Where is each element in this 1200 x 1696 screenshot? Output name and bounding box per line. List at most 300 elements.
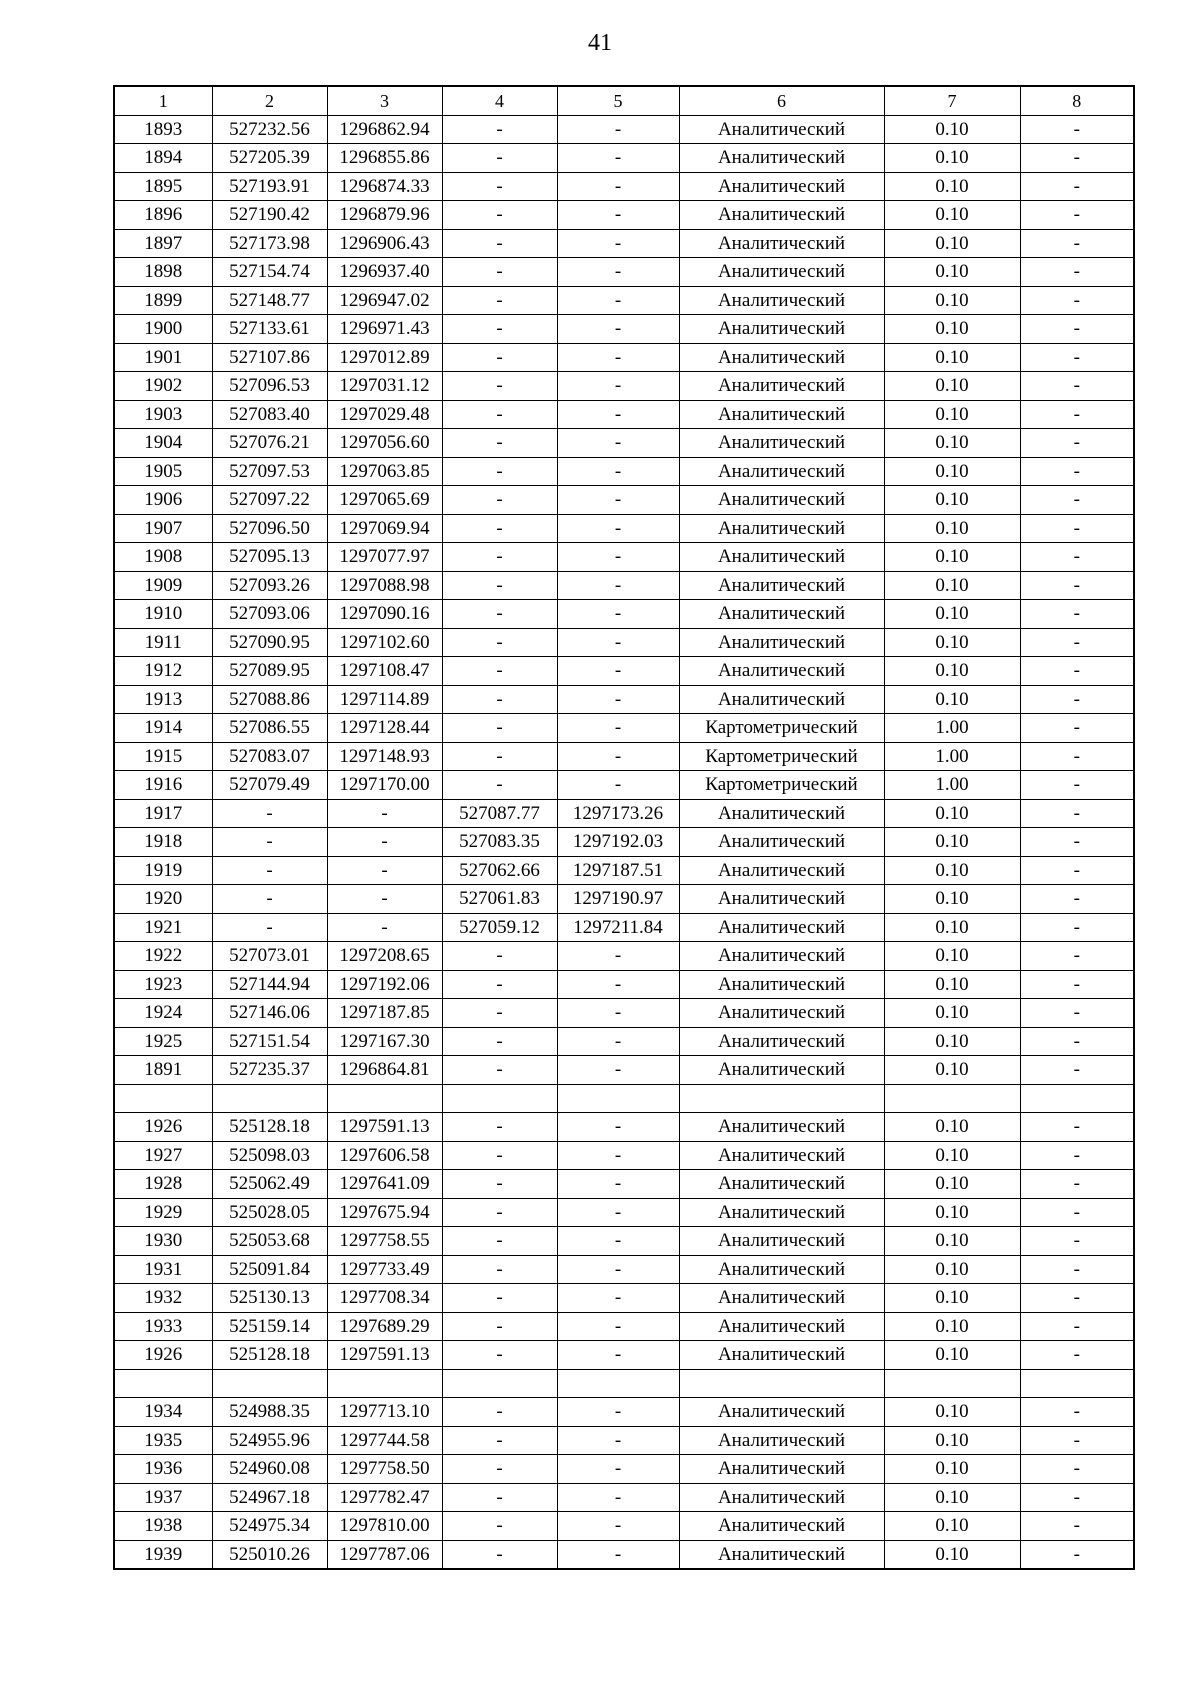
cell-y-new: - xyxy=(557,1284,679,1313)
cell-accuracy: 0.10 xyxy=(884,1198,1020,1227)
cell-point-number: 1932 xyxy=(114,1284,212,1313)
cell-y-coordinate: 1297090.16 xyxy=(327,600,442,629)
cell-x-coordinate: 525130.13 xyxy=(212,1284,327,1313)
cell-note: - xyxy=(1020,1056,1134,1085)
cell-accuracy: 0.10 xyxy=(884,1312,1020,1341)
cell-note: - xyxy=(1020,1483,1134,1512)
cell-method: Аналитический xyxy=(679,1027,884,1056)
cell-x-coordinate: 527133.61 xyxy=(212,315,327,344)
cell-y-coordinate: 1297029.48 xyxy=(327,400,442,429)
cell-point-number: 1895 xyxy=(114,172,212,201)
cell-point-number: 1919 xyxy=(114,856,212,885)
cell-point-number: 1911 xyxy=(114,628,212,657)
cell-x-new: - xyxy=(442,1284,557,1313)
cell-method: Аналитический xyxy=(679,1455,884,1484)
table-row xyxy=(114,657,1134,686)
cell-accuracy: 0.10 xyxy=(884,1426,1020,1455)
cell-note: - xyxy=(1020,657,1134,686)
cell-point-number: 1925 xyxy=(114,1027,212,1056)
cell-method: Картометрический xyxy=(679,771,884,800)
cell-y-new: - xyxy=(557,486,679,515)
cell-y-new: 1297173.26 xyxy=(557,799,679,828)
cell-y-new: - xyxy=(557,429,679,458)
cell-x-new: - xyxy=(442,457,557,486)
cell-method: Аналитический xyxy=(679,999,884,1028)
cell-note: - xyxy=(1020,429,1134,458)
cell-accuracy: 0.10 xyxy=(884,1113,1020,1142)
cell-x-coordinate: 524988.35 xyxy=(212,1398,327,1427)
cell-note: - xyxy=(1020,115,1134,144)
cell-accuracy: 0.10 xyxy=(884,1056,1020,1085)
cell-y-coordinate: 1297063.85 xyxy=(327,457,442,486)
cell-accuracy: 0.10 xyxy=(884,315,1020,344)
cell-point-number: 1909 xyxy=(114,571,212,600)
cell-x-new: - xyxy=(442,1341,557,1370)
cell-note: - xyxy=(1020,400,1134,429)
cell-y-new: 1297211.84 xyxy=(557,913,679,942)
table-row xyxy=(114,685,1134,714)
cell-method: Аналитический xyxy=(679,799,884,828)
cell-note: - xyxy=(1020,1540,1134,1569)
cell-x-new: - xyxy=(442,685,557,714)
coordinates-table xyxy=(113,85,1135,1570)
cell-point-number: 1930 xyxy=(114,1227,212,1256)
cell-accuracy: 0.10 xyxy=(884,999,1020,1028)
cell-x-new: 527062.66 xyxy=(442,856,557,885)
cell-accuracy: 0.10 xyxy=(884,258,1020,287)
table-row xyxy=(114,144,1134,173)
cell-point-number: 1922 xyxy=(114,942,212,971)
cell-x-new: - xyxy=(442,229,557,258)
cell-point-number: 1899 xyxy=(114,286,212,315)
cell-y-new: - xyxy=(557,970,679,999)
cell-y-coordinate: 1297758.55 xyxy=(327,1227,442,1256)
cell-y-new: - xyxy=(557,1056,679,1085)
cell-x-new: - xyxy=(442,600,557,629)
cell-method: Аналитический xyxy=(679,685,884,714)
cell-y-coordinate: 1297758.50 xyxy=(327,1455,442,1484)
table-row xyxy=(114,942,1134,971)
cell-point-number: 1938 xyxy=(114,1512,212,1541)
cell-accuracy: 0.10 xyxy=(884,229,1020,258)
cell-note: - xyxy=(1020,1227,1134,1256)
cell-method: Аналитический xyxy=(679,628,884,657)
cell-accuracy xyxy=(884,1084,1020,1113)
cell-x-coordinate: 527096.53 xyxy=(212,372,327,401)
header-cell-4: 4 xyxy=(442,86,557,115)
cell-y-coordinate: 1297187.85 xyxy=(327,999,442,1028)
cell-accuracy: 0.10 xyxy=(884,343,1020,372)
cell-point-number: 1917 xyxy=(114,799,212,828)
table-row xyxy=(114,1084,1134,1113)
cell-y-new: - xyxy=(557,201,679,230)
cell-x-new: - xyxy=(442,429,557,458)
cell-y-coordinate: 1297077.97 xyxy=(327,543,442,572)
cell-accuracy: 0.10 xyxy=(884,486,1020,515)
cell-x-new: - xyxy=(442,315,557,344)
cell-y-coordinate: 1297744.58 xyxy=(327,1426,442,1455)
cell-note: - xyxy=(1020,942,1134,971)
cell-point-number: 1920 xyxy=(114,885,212,914)
cell-y-new: - xyxy=(557,400,679,429)
table-row xyxy=(114,229,1134,258)
cell-y-coordinate: 1296906.43 xyxy=(327,229,442,258)
cell-x-coordinate xyxy=(212,1369,327,1398)
cell-method: Аналитический xyxy=(679,1540,884,1569)
cell-accuracy: 0.10 xyxy=(884,913,1020,942)
table-row xyxy=(114,172,1134,201)
table-row xyxy=(114,1369,1134,1398)
cell-method: Аналитический xyxy=(679,315,884,344)
cell-method xyxy=(679,1369,884,1398)
cell-y-new: - xyxy=(557,1198,679,1227)
cell-note: - xyxy=(1020,1312,1134,1341)
cell-x-new: - xyxy=(442,486,557,515)
cell-point-number: 1912 xyxy=(114,657,212,686)
cell-note: - xyxy=(1020,286,1134,315)
cell-note: - xyxy=(1020,457,1134,486)
cell-note: - xyxy=(1020,999,1134,1028)
cell-point-number: 1894 xyxy=(114,144,212,173)
cell-x-new: - xyxy=(442,1170,557,1199)
cell-x-new: - xyxy=(442,1198,557,1227)
cell-note: - xyxy=(1020,1512,1134,1541)
cell-note: - xyxy=(1020,771,1134,800)
cell-y-new: - xyxy=(557,1170,679,1199)
cell-y-new: - xyxy=(557,657,679,686)
cell-y-coordinate: 1297733.49 xyxy=(327,1255,442,1284)
cell-x-coordinate: - xyxy=(212,856,327,885)
cell-method: Аналитический xyxy=(679,913,884,942)
table-row xyxy=(114,457,1134,486)
table-row xyxy=(114,1056,1134,1085)
cell-x-coordinate: 525091.84 xyxy=(212,1255,327,1284)
cell-y-new: - xyxy=(557,543,679,572)
cell-x-coordinate: 525128.18 xyxy=(212,1341,327,1370)
cell-x-coordinate: 524967.18 xyxy=(212,1483,327,1512)
cell-accuracy: 0.10 xyxy=(884,600,1020,629)
cell-point-number: 1926 xyxy=(114,1113,212,1142)
header-cell-8: 8 xyxy=(1020,86,1134,115)
cell-method: Аналитический xyxy=(679,856,884,885)
cell-accuracy xyxy=(884,1369,1020,1398)
header-cell-1: 1 xyxy=(114,86,212,115)
cell-y-coordinate: 1297056.60 xyxy=(327,429,442,458)
table-row xyxy=(114,258,1134,287)
cell-y-new: - xyxy=(557,258,679,287)
cell-y-coordinate: 1297641.09 xyxy=(327,1170,442,1199)
cell-accuracy: 0.10 xyxy=(884,400,1020,429)
table-row xyxy=(114,1141,1134,1170)
cell-x-new: - xyxy=(442,742,557,771)
cell-y-coordinate: 1296937.40 xyxy=(327,258,442,287)
cell-x-coordinate: 527093.06 xyxy=(212,600,327,629)
cell-y-new: - xyxy=(557,229,679,258)
cell-x-coordinate: 525028.05 xyxy=(212,1198,327,1227)
cell-x-coordinate: 525010.26 xyxy=(212,1540,327,1569)
cell-note: - xyxy=(1020,486,1134,515)
cell-x-coordinate: 527088.86 xyxy=(212,685,327,714)
cell-note: - xyxy=(1020,201,1134,230)
table-row xyxy=(114,885,1134,914)
cell-point-number: 1927 xyxy=(114,1141,212,1170)
cell-point-number: 1910 xyxy=(114,600,212,629)
cell-x-new: - xyxy=(442,1455,557,1484)
cell-note: - xyxy=(1020,1455,1134,1484)
cell-method: Аналитический xyxy=(679,429,884,458)
cell-accuracy: 0.10 xyxy=(884,144,1020,173)
cell-x-new: - xyxy=(442,1398,557,1427)
cell-y-coordinate: 1297787.06 xyxy=(327,1540,442,1569)
cell-method: Аналитический xyxy=(679,885,884,914)
cell-point-number: 1900 xyxy=(114,315,212,344)
table-row xyxy=(114,1255,1134,1284)
cell-x-new: - xyxy=(442,771,557,800)
cell-x-new: - xyxy=(442,1512,557,1541)
cell-x-new: - xyxy=(442,942,557,971)
cell-method: Картометрический xyxy=(679,714,884,743)
cell-accuracy: 0.10 xyxy=(884,1141,1020,1170)
cell-y-coordinate: 1297128.44 xyxy=(327,714,442,743)
cell-y-coordinate: 1296947.02 xyxy=(327,286,442,315)
cell-accuracy: 0.10 xyxy=(884,628,1020,657)
cell-point-number: 1924 xyxy=(114,999,212,1028)
cell-point-number: 1905 xyxy=(114,457,212,486)
table-row xyxy=(114,1312,1134,1341)
table-row xyxy=(114,999,1134,1028)
cell-accuracy: 0.10 xyxy=(884,799,1020,828)
cell-x-coordinate: 527148.77 xyxy=(212,286,327,315)
cell-y-new: - xyxy=(557,1227,679,1256)
cell-y-new: - xyxy=(557,685,679,714)
cell-y-new xyxy=(557,1084,679,1113)
cell-method: Аналитический xyxy=(679,1141,884,1170)
cell-accuracy: 1.00 xyxy=(884,742,1020,771)
table-row xyxy=(114,1540,1134,1569)
cell-method: Аналитический xyxy=(679,457,884,486)
cell-y-coordinate xyxy=(327,1369,442,1398)
cell-y-new: - xyxy=(557,514,679,543)
cell-x-coordinate: 527146.06 xyxy=(212,999,327,1028)
cell-note: - xyxy=(1020,258,1134,287)
cell-accuracy: 0.10 xyxy=(884,1341,1020,1370)
cell-y-coordinate: 1297012.89 xyxy=(327,343,442,372)
cell-note: - xyxy=(1020,714,1134,743)
table-row xyxy=(114,571,1134,600)
cell-note: - xyxy=(1020,856,1134,885)
cell-x-new xyxy=(442,1369,557,1398)
cell-x-coordinate: 527083.07 xyxy=(212,742,327,771)
cell-point-number: 1921 xyxy=(114,913,212,942)
cell-y-coordinate: 1297114.89 xyxy=(327,685,442,714)
cell-y-new: - xyxy=(557,1027,679,1056)
cell-note: - xyxy=(1020,543,1134,572)
cell-accuracy: 0.10 xyxy=(884,885,1020,914)
table-row xyxy=(114,714,1134,743)
cell-x-coordinate: 527076.21 xyxy=(212,429,327,458)
cell-x-coordinate xyxy=(212,1084,327,1113)
cell-y-coordinate: 1296971.43 xyxy=(327,315,442,344)
cell-x-coordinate: 527095.13 xyxy=(212,543,327,572)
cell-y-coordinate: 1297065.69 xyxy=(327,486,442,515)
cell-x-new: 527087.77 xyxy=(442,799,557,828)
cell-y-coordinate: 1297713.10 xyxy=(327,1398,442,1427)
cell-point-number: 1893 xyxy=(114,115,212,144)
cell-x-new: - xyxy=(442,970,557,999)
header-cell-5: 5 xyxy=(557,86,679,115)
cell-y-coordinate: 1297675.94 xyxy=(327,1198,442,1227)
table-row xyxy=(114,970,1134,999)
cell-note xyxy=(1020,1369,1134,1398)
cell-point-number: 1891 xyxy=(114,1056,212,1085)
cell-method: Аналитический xyxy=(679,229,884,258)
cell-accuracy: 0.10 xyxy=(884,457,1020,486)
table-row xyxy=(114,514,1134,543)
cell-x-coordinate: 527205.39 xyxy=(212,144,327,173)
cell-x-new: - xyxy=(442,543,557,572)
cell-note: - xyxy=(1020,315,1134,344)
cell-note: - xyxy=(1020,970,1134,999)
cell-point-number: 1939 xyxy=(114,1540,212,1569)
cell-accuracy: 1.00 xyxy=(884,714,1020,743)
cell-point-number xyxy=(114,1369,212,1398)
cell-accuracy: 0.10 xyxy=(884,1027,1020,1056)
cell-y-coordinate: 1296879.96 xyxy=(327,201,442,230)
cell-y-new: - xyxy=(557,742,679,771)
cell-y-coordinate: 1297708.34 xyxy=(327,1284,442,1313)
cell-point-number: 1929 xyxy=(114,1198,212,1227)
cell-point-number: 1937 xyxy=(114,1483,212,1512)
cell-y-new: - xyxy=(557,1312,679,1341)
cell-note: - xyxy=(1020,172,1134,201)
table-row xyxy=(114,799,1134,828)
cell-x-new: - xyxy=(442,172,557,201)
cell-method: Аналитический xyxy=(679,1512,884,1541)
cell-note: - xyxy=(1020,514,1134,543)
cell-note: - xyxy=(1020,343,1134,372)
cell-point-number: 1934 xyxy=(114,1398,212,1427)
cell-method: Аналитический xyxy=(679,400,884,429)
cell-method: Аналитический xyxy=(679,1170,884,1199)
cell-accuracy: 0.10 xyxy=(884,657,1020,686)
cell-point-number: 1898 xyxy=(114,258,212,287)
cell-x-new: - xyxy=(442,1255,557,1284)
cell-y-new: - xyxy=(557,372,679,401)
table-row xyxy=(114,486,1134,515)
cell-y-new: - xyxy=(557,942,679,971)
cell-note: - xyxy=(1020,799,1134,828)
cell-y-new: - xyxy=(557,1113,679,1142)
cell-y-new: 1297190.97 xyxy=(557,885,679,914)
cell-x-new: - xyxy=(442,115,557,144)
cell-y-new: - xyxy=(557,315,679,344)
cell-x-new: - xyxy=(442,1113,557,1142)
cell-x-coordinate: - xyxy=(212,799,327,828)
cell-x-coordinate: 524955.96 xyxy=(212,1426,327,1455)
cell-method: Картометрический xyxy=(679,742,884,771)
cell-accuracy: 0.10 xyxy=(884,1483,1020,1512)
cell-x-coordinate: 525098.03 xyxy=(212,1141,327,1170)
table-row xyxy=(114,913,1134,942)
cell-point-number: 1902 xyxy=(114,372,212,401)
table-row xyxy=(114,429,1134,458)
cell-x-coordinate: 527173.98 xyxy=(212,229,327,258)
cell-point-number: 1918 xyxy=(114,828,212,857)
cell-y-coordinate: 1297031.12 xyxy=(327,372,442,401)
cell-y-new xyxy=(557,1369,679,1398)
cell-x-new: - xyxy=(442,1141,557,1170)
cell-x-coordinate: 527079.49 xyxy=(212,771,327,800)
cell-y-new: - xyxy=(557,999,679,1028)
cell-method: Аналитический xyxy=(679,1426,884,1455)
cell-method: Аналитический xyxy=(679,543,884,572)
cell-point-number: 1903 xyxy=(114,400,212,429)
cell-point-number: 1931 xyxy=(114,1255,212,1284)
table-row xyxy=(114,1113,1134,1142)
cell-x-coordinate: - xyxy=(212,828,327,857)
cell-accuracy: 0.10 xyxy=(884,1398,1020,1427)
cell-y-coordinate: 1296855.86 xyxy=(327,144,442,173)
cell-note: - xyxy=(1020,913,1134,942)
cell-x-coordinate: 527083.40 xyxy=(212,400,327,429)
cell-y-new: - xyxy=(557,628,679,657)
cell-method: Аналитический xyxy=(679,600,884,629)
cell-y-new: - xyxy=(557,1483,679,1512)
cell-y-coordinate: 1297102.60 xyxy=(327,628,442,657)
cell-method: Аналитический xyxy=(679,657,884,686)
cell-point-number: 1897 xyxy=(114,229,212,258)
cell-y-new: - xyxy=(557,1398,679,1427)
cell-x-coordinate: - xyxy=(212,885,327,914)
table-row xyxy=(114,1455,1134,1484)
cell-x-coordinate: 527089.95 xyxy=(212,657,327,686)
cell-accuracy: 0.10 xyxy=(884,1512,1020,1541)
cell-y-new: - xyxy=(557,1141,679,1170)
cell-point-number: 1901 xyxy=(114,343,212,372)
cell-method: Аналитический xyxy=(679,1113,884,1142)
cell-accuracy: 0.10 xyxy=(884,201,1020,230)
table-row xyxy=(114,1426,1134,1455)
table-row xyxy=(114,201,1134,230)
table-row xyxy=(114,1198,1134,1227)
header-cell-6: 6 xyxy=(679,86,884,115)
cell-method: Аналитический xyxy=(679,1056,884,1085)
cell-point-number: 1907 xyxy=(114,514,212,543)
cell-note: - xyxy=(1020,1170,1134,1199)
cell-note: - xyxy=(1020,1141,1134,1170)
cell-x-new: 527059.12 xyxy=(442,913,557,942)
cell-x-new: - xyxy=(442,258,557,287)
table-row xyxy=(114,1341,1134,1370)
table-row xyxy=(114,115,1134,144)
cell-x-new: - xyxy=(442,1540,557,1569)
table-row xyxy=(114,600,1134,629)
cell-x-new: - xyxy=(442,1312,557,1341)
cell-method: Аналитический xyxy=(679,1398,884,1427)
cell-y-new: - xyxy=(557,457,679,486)
header-cell-3: 3 xyxy=(327,86,442,115)
cell-note: - xyxy=(1020,144,1134,173)
cell-y-new: - xyxy=(557,771,679,800)
cell-point-number: 1913 xyxy=(114,685,212,714)
cell-method: Аналитический xyxy=(679,372,884,401)
cell-accuracy: 0.10 xyxy=(884,685,1020,714)
cell-accuracy: 1.00 xyxy=(884,771,1020,800)
cell-y-coordinate: 1297689.29 xyxy=(327,1312,442,1341)
cell-method: Аналитический xyxy=(679,115,884,144)
cell-y-coordinate: 1297591.13 xyxy=(327,1341,442,1370)
cell-note: - xyxy=(1020,685,1134,714)
